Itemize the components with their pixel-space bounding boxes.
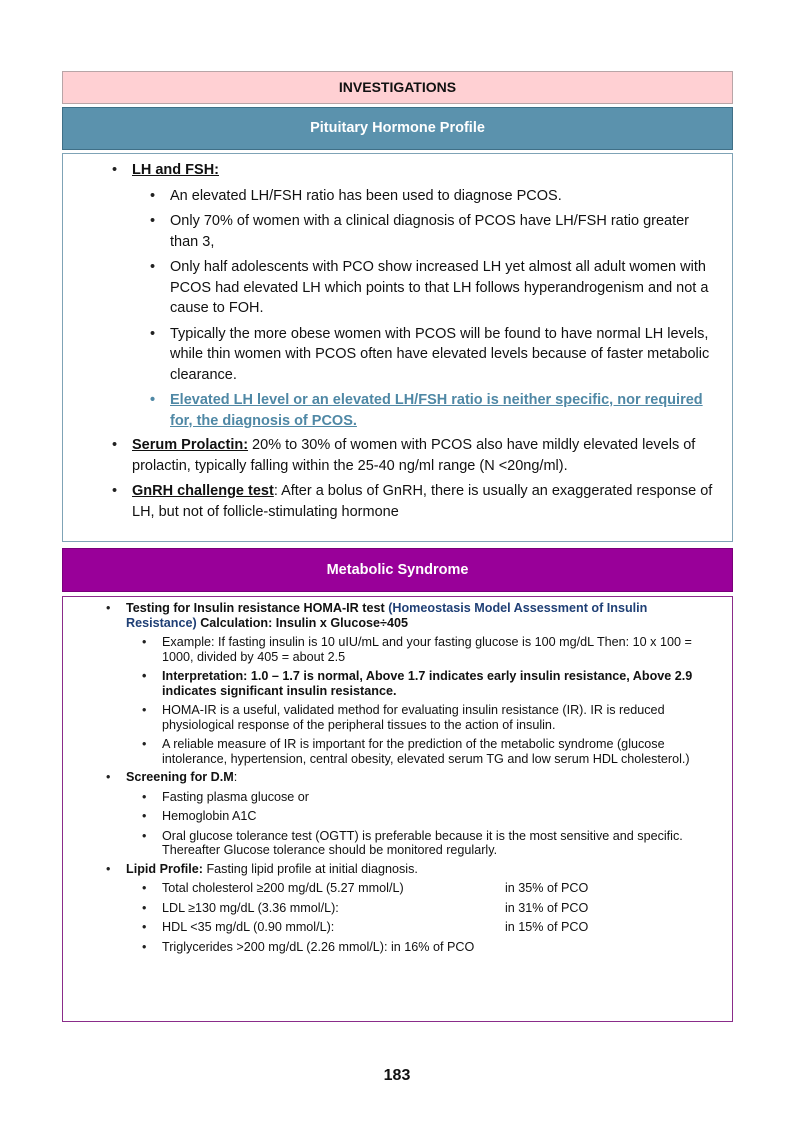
lipid-profile-item: [126, 862, 702, 955]
lipid-row: [162, 901, 702, 916]
lipid-row: [162, 920, 702, 935]
homa-ir-lead: Testing for Insulin resistance HOMA-IR test: [126, 601, 389, 615]
homa-ir-calculation: Calculation: Insulin x Glucose÷405: [196, 615, 408, 630]
lipid-profile-title: Lipid Profile:: [126, 861, 203, 876]
list-item: • Fasting plasma glucose or: [162, 790, 702, 805]
lipid-row-label: • Total cholesterol ≥200 mg/dL (5.27 mmol/L): [162, 881, 404, 895]
metabolic-list: [63, 601, 732, 954]
pituitary-hormone-profile-header: Pituitary Hormone Profile: [62, 107, 733, 150]
homa-ir-definition: (Homeostasis Model Assessment of Insulin Resistance): [126, 601, 648, 630]
metabolic-syndrome-header: Metabolic Syndrome: [62, 548, 733, 592]
lipid-row-value: in 31% of PCO: [505, 900, 589, 915]
key-point-highlight: • Elevated LH level or an elevated LH/FSH ratio is neither specific, nor required for, the diagnosis of PCOS.: [170, 390, 720, 431]
lipid-row-value: in 35% of PCO: [505, 881, 589, 895]
list-item: • Typically the more obese women with PCOS will be found to have normal LH levels, while thin women with PCOS often have elevated levels because of faster metabolic clearance.: [170, 324, 720, 386]
pituitary-section: [62, 153, 733, 542]
screening-dm-colon: :: [233, 770, 238, 784]
lh-fsh-sublist: [132, 186, 732, 432]
list-item: • Only 70% of women with a clinical diagnosis of PCOS have LH/FSH ratio greater than 3,: [170, 211, 720, 252]
screening-dm-item: [126, 770, 702, 858]
lipid-row-label: • LDL ≥130 mg/dL (3.36 mmol/L):: [162, 900, 339, 915]
list-item: • Hemoglobin A1C: [162, 809, 702, 824]
serum-prolactin-text: 20% to 30% of women with PCOS also have mildly elevated levels of prolactin, typically falling within the 25-40 ng/ml range (N <20ng/ml).: [132, 437, 696, 474]
list-item: • Oral glucose tolerance test (OGTT) is preferable because it is the most sensitive and specific. Thereafter Glucose tolerance should be monitored regularly.: [162, 829, 702, 858]
homa-ir-item: [126, 601, 702, 766]
page-content: [62, 71, 733, 1022]
lipid-profile-text: Fasting lipid profile at initial diagnosis.: [202, 861, 418, 876]
serum-prolactin-item: [132, 435, 732, 476]
list-item: • An elevated LH/FSH ratio has been used to diagnose PCOS.: [170, 186, 720, 207]
gnrh-challenge-item: [132, 481, 732, 522]
list-item: • HOMA-IR is a useful, validated method for evaluating insulin resistance (IR). IR is reduced physiological response of the peripheral tissues to the action of insulin.: [162, 703, 702, 732]
lipid-profile-sublist: [126, 881, 702, 954]
interpretation-item: • Interpretation: 1.0 – 1.7 is normal, Above 1.7 indicates early insulin resistance, Above 2.9 indicates significant insulin resistance.: [162, 669, 702, 698]
lipid-row-value: in 15% of PCO: [505, 920, 589, 934]
list-item: • A reliable measure of IR is important for the prediction of the metabolic syndrome (glucose intolerance, hypertension, central obesity, elevated serum TG and low serum HDL cholesterol.): [162, 737, 702, 766]
lipid-row: [162, 881, 702, 896]
serum-prolactin-title: Serum Prolactin:: [132, 437, 249, 453]
investigations-header: INVESTIGATIONS: [62, 71, 733, 104]
list-item: • Only half adolescents with PCO show increased LH yet almost all adult women with PCOS had elevated LH which points to that LH follows hyperandrogenism and not a cause to FOH.: [170, 257, 720, 319]
screening-dm-sublist: [126, 790, 702, 858]
gnrh-challenge-text: : After a bolus of GnRH, there is usually an exaggerated response of LH, but not of follicle-stimulating hormone: [132, 483, 713, 520]
screening-dm-title: Screening for D.M: [126, 770, 234, 784]
metabolic-section: [62, 596, 733, 1022]
lipid-row-triglycerides: • Triglycerides >200 mg/dL (2.26 mmol/L): in 16% of PCO: [162, 940, 702, 955]
lh-fsh-item: [132, 160, 732, 431]
pituitary-list: [63, 160, 732, 522]
homa-ir-sublist: [126, 635, 702, 766]
gnrh-challenge-title: GnRH challenge test: [132, 483, 274, 499]
list-item: • Example: If fasting insulin is 10 uIU/mL and your fasting glucose is 100 mg/dL Then: 10 x 100 = 1000, divided by 405 = about 2.5: [162, 635, 702, 664]
lh-fsh-title: LH and FSH:: [132, 162, 219, 178]
page-number: 183: [383, 1067, 411, 1084]
lipid-row-label: • HDL <35 mg/dL (0.90 mmol/L):: [162, 920, 335, 934]
